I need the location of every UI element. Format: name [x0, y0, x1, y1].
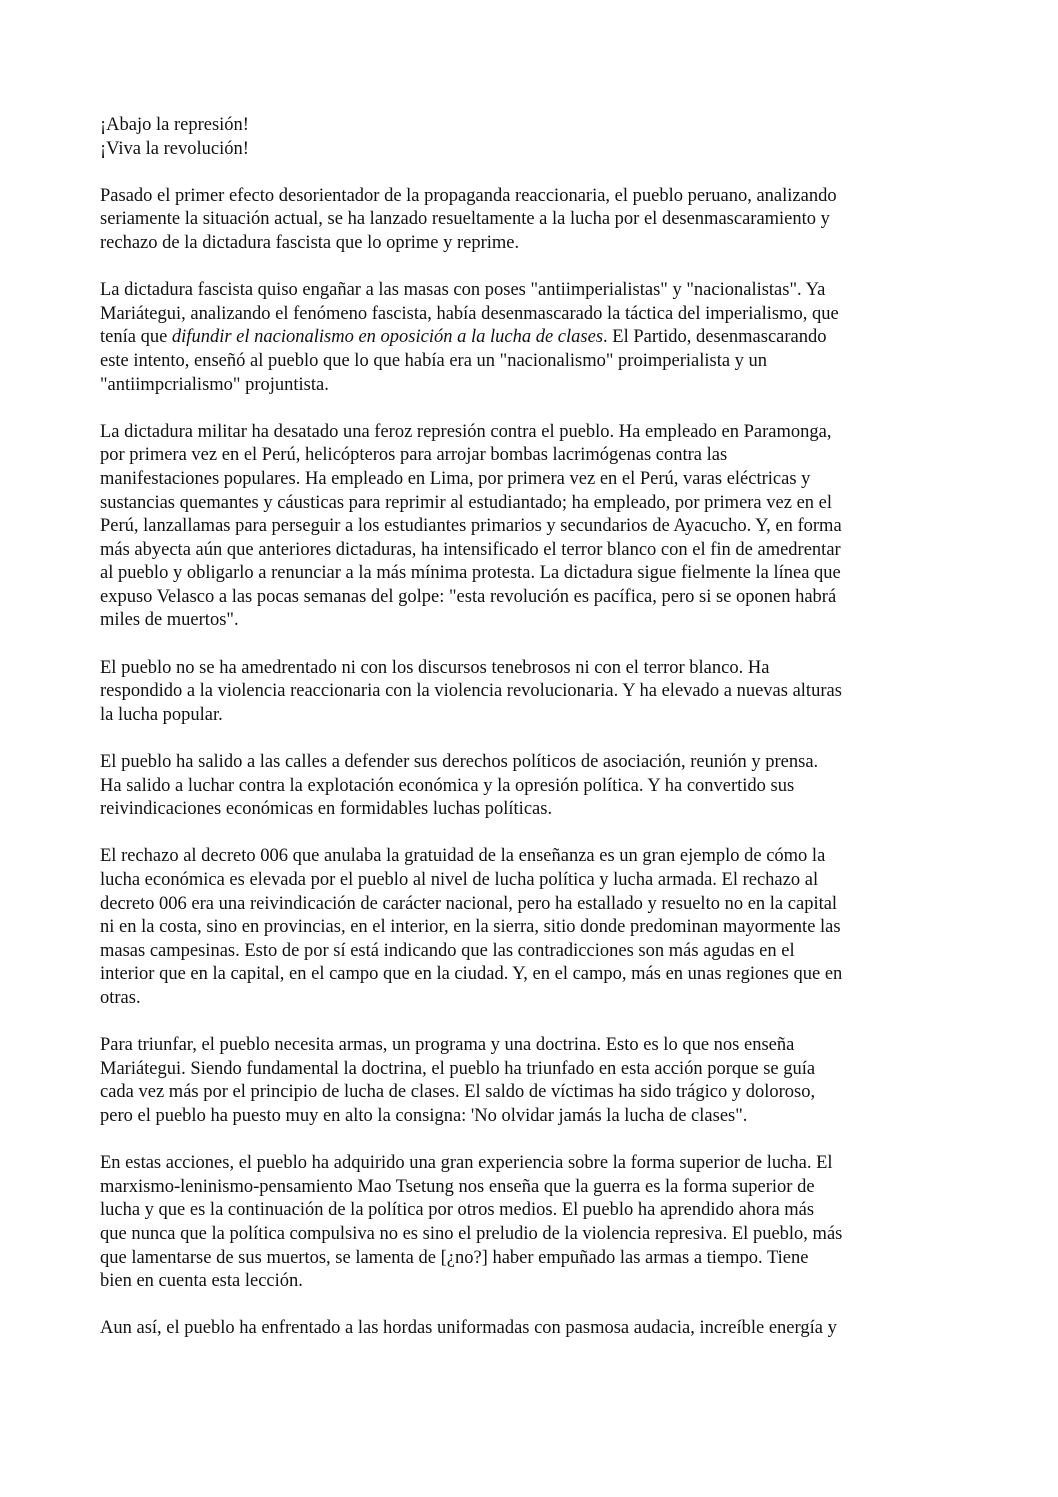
text-line: El pueblo ha salido a las calles a defender sus derechos políticos de asociación, reunión y prensa. [100, 752, 819, 773]
text-line: En estas acciones, el pueblo ha adquirido una gran experiencia sobre la forma superior de lucha. El [100, 1153, 833, 1174]
text-line: Perú, lanzallamas para perseguir a los estudiantes primarios y secundarios de Ayacucho. Y, en forma [100, 516, 842, 537]
text-run: tenía que [100, 327, 172, 348]
text-line: interior que en la capital, en el campo que en la ciudad. Y, en el campo, más en unas regiones que en [100, 964, 843, 985]
text-line: Mariátegui. Siendo fundamental la doctrina, el pueblo ha triunfado en esta acción porque se guía [100, 1058, 816, 1079]
text-line: El rechazo al decreto 006 que anulaba la gratuidad de la enseñanza es un gran ejemplo de cómo la [100, 846, 826, 867]
emphasis-quote: difundir el nacionalismo en oposición a la lucha de clases [171, 327, 604, 348]
paragraph [100, 1034, 972, 1128]
text-line: reivindicaciones económicas en formidables luchas políticas. [100, 799, 553, 820]
text-line: que nunca que la política compulsiva no es sino el preludio de la violencia represiva. El pueblo, más [100, 1223, 843, 1244]
text-line: decreto 006 era una reivindicación de carácter nacional, pero ha estallado y resuelto no en la capital [100, 893, 838, 914]
text-line: "antiimpcrialismo" projuntista. [100, 374, 329, 395]
text-line: Pasado el primer efecto desorientador de la propaganda reaccionaria, el pueblo peruano, analizando [100, 185, 837, 206]
text-line: El pueblo no se ha amedrentado ni con los discursos tenebrosos ni con el terror blanco. Ha [100, 657, 770, 678]
paragraph [100, 751, 972, 822]
text-line: la lucha popular. [100, 704, 223, 725]
text-line: rechazo de la dictadura fascista que lo oprime y reprime. [100, 232, 520, 253]
text-line: cada vez más por el principio de lucha de clases. El saldo de víctimas ha sido trágico y doloroso, [100, 1082, 816, 1103]
text-line: expuso Velasco a las pocas semanas del golpe: "esta revolución es pacífica, pero si se oponen habrá [100, 586, 837, 607]
text-line: bien en cuenta esta lección. [100, 1271, 303, 1292]
paragraph [100, 279, 972, 397]
paragraph [100, 845, 972, 1010]
text-line: La dictadura militar ha desatado una feroz represión contra el pueblo. Ha empleado en Paramonga, [100, 421, 832, 442]
text-line: miles de muertos". [100, 610, 239, 631]
text-line: Para triunfar, el pueblo necesita armas, un programa y una doctrina. Esto es lo que nos enseña [100, 1035, 795, 1056]
text-line: marxismo-leninismo-pensamiento Mao Tsetung nos enseña que la guerra es la forma superior de [100, 1176, 815, 1197]
text-line: seriamente la situación actual, se ha lanzado resueltamente a la lucha por el desenmascaramiento y [100, 209, 830, 230]
text-line [100, 326, 972, 350]
paragraph [100, 185, 972, 256]
paragraph [100, 1317, 972, 1341]
text-line: Mariátegui, analizando el fenómeno fascista, había desenmascarado la táctica del imperialismo, que [100, 303, 839, 324]
text-line: manifestaciones populares. Ha empleado en Lima, por primera vez en el Perú, varas eléctricas y [100, 468, 811, 489]
text-line: ni en la costa, sino en provincias, en el interior, en la sierra, sitio donde predominan mayormente las [100, 917, 841, 938]
text-run: . El Partido, desenmascarando [603, 327, 827, 348]
text-line: lucha y que es la continuación de la política por otros medios. El pueblo ha aprendido ahora más [100, 1200, 815, 1221]
document-page [100, 114, 972, 1364]
slogan-block [100, 114, 972, 161]
text-line: al pueblo y obligarlo a renunciar a la más mínima protesta. La dictadura sigue fielmente la línea que [100, 563, 841, 584]
text-line: más abyecta aún que anteriores dictaduras, ha intensificado el terror blanco con el fin de amedrentar [100, 539, 841, 560]
text-line: Ha salido a luchar contra la explotación económica y la opresión política. Y ha convertido sus [100, 775, 795, 796]
slogan-heading: ¡Abajo la represión! [100, 115, 249, 135]
slogan-heading: ¡Viva la revolución! [100, 138, 249, 159]
text-line: sustancias quemantes y cáusticas para reprimir al estudiantado; ha empleado, por primera vez en el [100, 492, 833, 513]
text-line: pero el pueblo ha puesto muy en alto la consigna: 'No olvidar jamás la lucha de clases". [100, 1105, 748, 1126]
paragraph [100, 1152, 972, 1294]
paragraph [100, 421, 972, 633]
text-line: por primera vez en el Perú, helicópteros para arrojar bombas lacrimógenas contra las [100, 445, 728, 466]
text-line: masas campesinas. Esto de por sí está indicando que las contradicciones son más agudas en el [100, 940, 795, 961]
text-line: La dictadura fascista quiso engañar a las masas con poses "antiimperialistas" y "nacionalistas". Ya [100, 280, 826, 301]
paragraph [100, 657, 972, 728]
text-line: este intento, enseñó al pueblo que lo que había era un "nacionalismo" proimperialista y un [100, 350, 768, 371]
text-line: otras. [100, 987, 141, 1008]
text-line: lucha económica es elevada por el pueblo al nivel de lucha política y lucha armada. El rechazo al [100, 870, 819, 890]
text-line: que lamentarse de sus muertos, se lamenta de [¿no?] haber empuñado las armas a tiempo. Tiene [100, 1247, 809, 1268]
text-line: respondido a la violencia reaccionaria con la violencia revolucionaria. Y ha elevado a nuevas alturas [100, 681, 842, 702]
text-line: Aun así, el pueblo ha enfrentado a las hordas uniformadas con pasmosa audacia, increíble energía y [100, 1318, 837, 1339]
